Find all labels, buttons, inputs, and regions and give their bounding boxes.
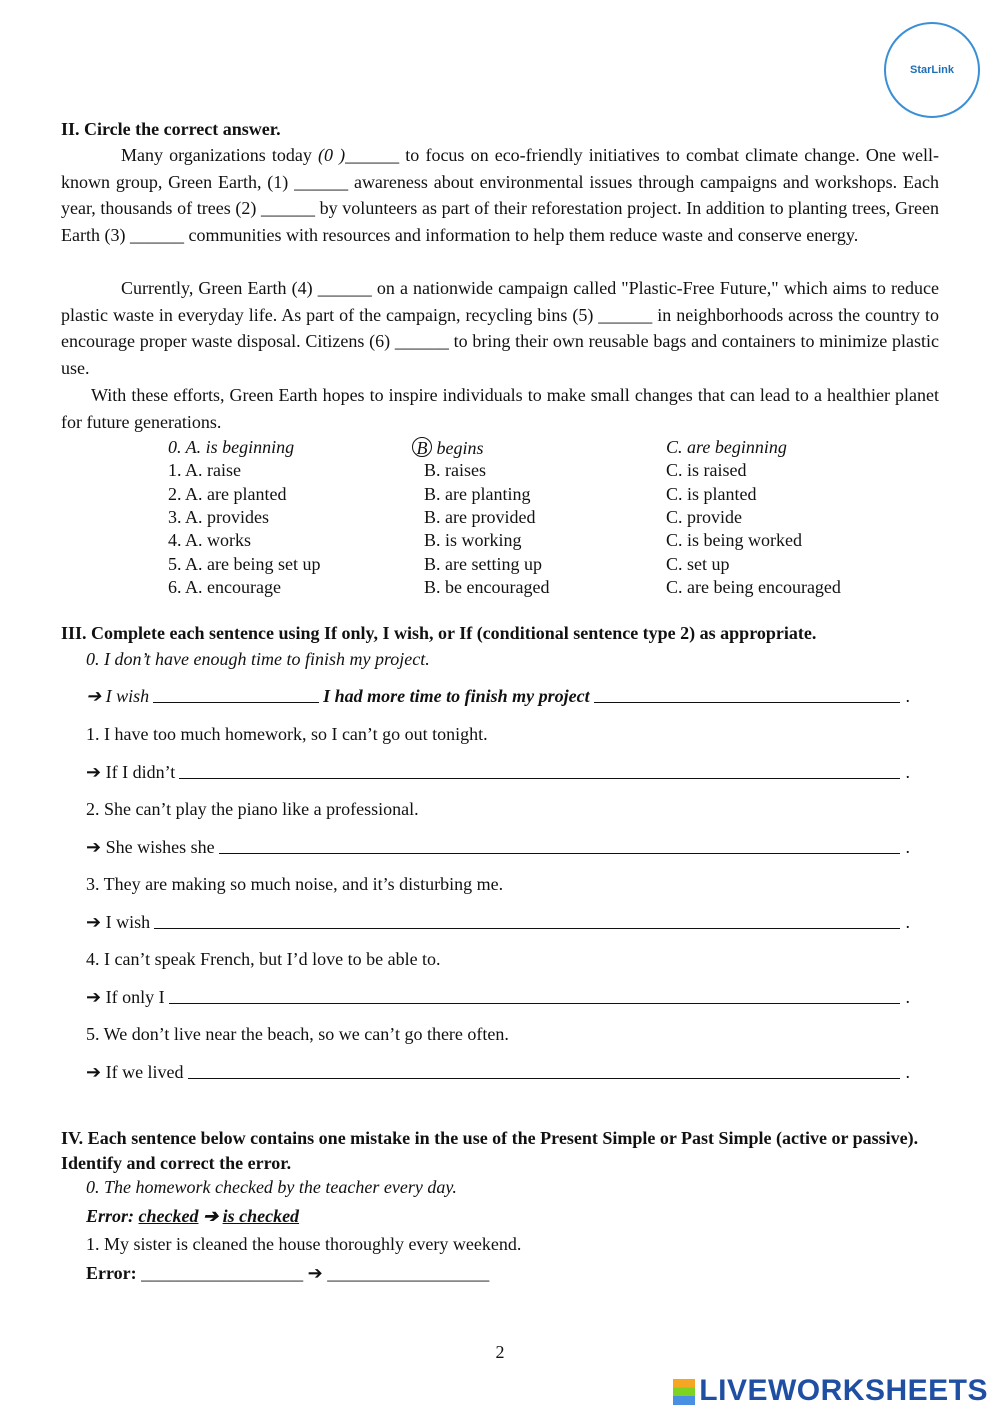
- option-5-c[interactable]: C. set up: [666, 554, 730, 574]
- example-blank-right: [594, 701, 900, 703]
- section-2-title: II. Circle the correct answer.: [61, 119, 281, 139]
- question-1: 1. I have too much homework, so I can’t go out tonight.: [86, 724, 488, 744]
- answer-row-5: [86, 1062, 910, 1083]
- question-2: 2. She can’t play the piano like a professional.: [86, 799, 419, 819]
- error-blank-1[interactable]: __________________: [141, 1263, 304, 1283]
- option-6-c[interactable]: C. are being encouraged: [666, 577, 841, 597]
- answer-prefix-2: ➔ She wishes she: [86, 837, 215, 857]
- option-6-b[interactable]: B. be encouraged: [424, 577, 550, 597]
- answer-row-1: [86, 762, 910, 783]
- circled-answer-b: B: [412, 437, 432, 457]
- example-blank-left: [153, 701, 319, 703]
- question-3: 3. They are making so much noise, and it’s disturbing me.: [86, 874, 504, 894]
- liveworksheets-logo: [673, 1374, 988, 1408]
- arrow-icon: ➔: [307, 1263, 323, 1283]
- answer-row-3: [86, 912, 910, 933]
- option-3-b[interactable]: B. are provided: [424, 507, 536, 527]
- section-3-title: III. Complete each sentence using If only, I wish, or If (conditional sentence type 2) as appropriate.: [61, 623, 817, 643]
- example-prefix: ➔ I wish: [86, 686, 150, 706]
- correction-blank-1[interactable]: __________________: [327, 1263, 490, 1283]
- option-4-b[interactable]: B. is working: [424, 530, 522, 550]
- answer-prefix-5: ➔ If we lived: [86, 1062, 184, 1082]
- starlink-logo: [884, 22, 980, 118]
- section-4-answer-row-1: [86, 1263, 489, 1284]
- question-4: 4. I can’t speak French, but I’d love to be able to.: [86, 949, 441, 969]
- option-0-a: 0. A. is beginning: [168, 437, 295, 457]
- answer-row-4: [86, 987, 910, 1008]
- section-4-example-answer: [86, 1206, 299, 1227]
- answer-row-2: [86, 837, 910, 858]
- period: .: [905, 912, 910, 932]
- error-label-1: Error:: [86, 1263, 137, 1283]
- p1-text-a: Many organizations today: [121, 145, 319, 165]
- option-1-a[interactable]: 1. A. raise: [168, 460, 241, 480]
- option-1-c[interactable]: C. is raised: [666, 460, 747, 480]
- footer-brand-text: LIVEWORKSHEETS: [699, 1374, 988, 1407]
- option-3-c[interactable]: C. provide: [666, 507, 742, 527]
- option-5-a[interactable]: 5. A. are being set up: [168, 554, 321, 574]
- period: .: [905, 1062, 910, 1082]
- period: .: [905, 987, 910, 1007]
- answer-blank-4[interactable]: [169, 1002, 900, 1004]
- page-number: 2: [495, 1342, 505, 1362]
- section-4-title: IV. Each sentence below contains one mistake in the use of the Present Simple or Past Simple (active or passive). Identify and correct the error.: [61, 1128, 919, 1173]
- section-2-paragraph-3: With these efforts, Green Earth hopes to inspire individuals to make small changes that can lead to a healthier planet for future generations.: [61, 385, 939, 432]
- option-1-b[interactable]: B. raises: [424, 460, 486, 480]
- option-2-a[interactable]: 2. A. are planted: [168, 484, 287, 504]
- example-correct-word: is checked: [222, 1206, 300, 1226]
- p1-blank-0: (0 ): [318, 145, 346, 165]
- option-5-b[interactable]: B. are setting up: [424, 554, 542, 574]
- liveworksheets-badge-icon: [673, 1379, 695, 1405]
- answer-blank-3[interactable]: [154, 927, 899, 929]
- option-0-b-text: begins: [432, 438, 484, 458]
- option-4-a[interactable]: 4. A. works: [168, 530, 252, 550]
- answer-blank-1[interactable]: [179, 777, 899, 779]
- example-answer: I had more time to finish my project: [323, 686, 590, 706]
- period: .: [905, 837, 910, 857]
- example-question: 0. I don’t have enough time to finish my project.: [86, 649, 430, 669]
- section-4-example-question: 0. The homework checked by the teacher every day.: [86, 1177, 457, 1197]
- answer-prefix-3: ➔ I wish: [86, 912, 151, 932]
- option-2-b[interactable]: B. are planting: [424, 484, 531, 504]
- example-wrong-word: checked: [138, 1206, 199, 1226]
- example-answer-row: [86, 686, 910, 707]
- period: .: [905, 686, 910, 706]
- answer-prefix-1: ➔ If I didn’t: [86, 762, 176, 782]
- error-label: Error:: [86, 1206, 135, 1226]
- option-2-c[interactable]: C. is planted: [666, 484, 757, 504]
- answer-blank-5[interactable]: [188, 1077, 900, 1079]
- section-4-question-1: 1. My sister is cleaned the house thoroughly every weekend.: [86, 1234, 522, 1254]
- question-5: 5. We don’t live near the beach, so we can’t go there often.: [86, 1024, 509, 1044]
- answer-prefix-4: ➔ If only I: [86, 987, 165, 1007]
- section-2-paragraph-2: Currently, Green Earth (4) ______ on a nationwide campaign called "Plastic-Free Future," which aims to reduce plastic waste in everyday life. As part of the campaign, recycling bins (5) ______ in neighborhoods across the country to encourage proper waste disposal. Citizens (6) ______ to bring their own reusable bags and containers to minimize plastic use.: [61, 278, 939, 379]
- section-2-paragraph-1: [61, 142, 939, 249]
- option-3-a[interactable]: 3. A. provides: [168, 507, 269, 527]
- option-6-a[interactable]: 6. A. encourage: [168, 577, 281, 597]
- option-0-c: C. are beginning: [666, 437, 787, 457]
- option-0-b[interactable]: [416, 437, 484, 459]
- logo-text: StarLink: [909, 64, 954, 76]
- period: .: [905, 762, 910, 782]
- option-4-c[interactable]: C. is being worked: [666, 530, 802, 550]
- answer-blank-2[interactable]: [219, 852, 900, 854]
- p1-text-b: ______ to focus on eco-friendly initiatives to combat climate change. One well-known group, Green Earth, (1) ______ awareness about environmental issues through campaigns and workshops. Each year, thousands of trees (2) ______ by volunteers as part of their reforestation project. In addition to planting trees, Green Earth (3) ______ communities with resources and information to help them reduce waste and conserve energy.: [61, 145, 939, 246]
- arrow-icon: ➔: [202, 1206, 219, 1226]
